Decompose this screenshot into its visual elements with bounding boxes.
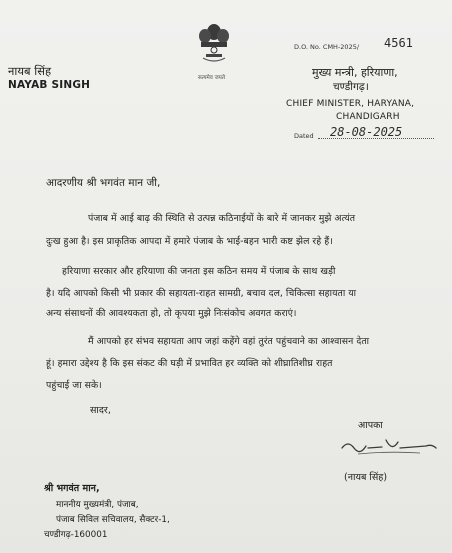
dated-label: Dated xyxy=(294,132,314,140)
body-line: पहुंचाई जा सके। xyxy=(46,380,102,391)
salutation: आदरणीय श्री भगवंत मान जी, xyxy=(46,177,161,189)
signatory-name: (नायब सिंह) xyxy=(344,472,388,483)
addressee-city: चण्डीगढ़-160001 xyxy=(44,530,108,540)
body-line: हूं। हमारा उद्देश्य है कि इस संकट की घड़ी में प्रभावित हर व्यक्ति को शीघ्रातिशीघ्र राहत xyxy=(46,358,333,369)
office-title-hindi: मुख्य मन्त्री, हरियाणा, xyxy=(312,66,398,79)
closing: सादर, xyxy=(90,405,111,416)
state-emblem-icon xyxy=(194,20,234,72)
emblem-motto: सत्यमेव जयते xyxy=(198,75,226,81)
yours-sincerely: आपका xyxy=(358,420,383,431)
body-line: दुःख हुआ है। इस प्राकृतिक आपदा में हमारे पंजाब के भाई-बहन भारी कष्ट झेल रहे हैं। xyxy=(46,236,333,247)
addressee-office: पंजाब सिविल सचिवालय, सैक्टर-1, xyxy=(56,515,170,525)
sender-name-english: NAYAB SINGH xyxy=(8,79,91,91)
body-line: हरियाणा सरकार और हरियाणा की जनता इस कठिन समय में पंजाब के साथ खड़ी xyxy=(62,266,336,277)
body-line: अन्य संसाधनों की आवश्यकता हो, तो कृपया मुझे निःसंकोच अवगत कराएं। xyxy=(46,308,297,319)
do-number-label: D.O. No. CMH-2025/ xyxy=(294,43,360,51)
sender-name-hindi: नायब सिंह xyxy=(8,64,52,78)
body-line: मैं आपको हर संभव सहायता आप जहां कहेंगे वहां तुरंत पहुंचवाने का आश्वासन देता xyxy=(88,336,370,347)
handwritten-signature xyxy=(338,430,438,458)
dated-value: 28-08-2025 xyxy=(330,125,403,139)
addressee-designation: माननीय मुख्यमंत्री, पंजाब, xyxy=(56,500,139,510)
office-city-english: CHANDIGARH xyxy=(336,112,400,122)
addressee-name: श्री भगवंत मान, xyxy=(44,483,100,494)
dated-underline xyxy=(318,138,434,139)
office-title-english: CHIEF MINISTER, HARYANA, xyxy=(286,99,415,109)
do-number-value: 4561 xyxy=(384,36,413,50)
office-city-hindi: चण्डीगढ़। xyxy=(333,81,369,93)
body-line: पंजाब में आई बाढ़ की स्थिति से उत्पन्न कठिनाईयों के बारे में जानकर मुझे अत्यंत xyxy=(88,213,356,224)
body-line: है। यदि आपको किसी भी प्रकार की सहायता-राहत सामग्री, बचाव दल, चिकित्सा सहायता या xyxy=(46,288,357,299)
